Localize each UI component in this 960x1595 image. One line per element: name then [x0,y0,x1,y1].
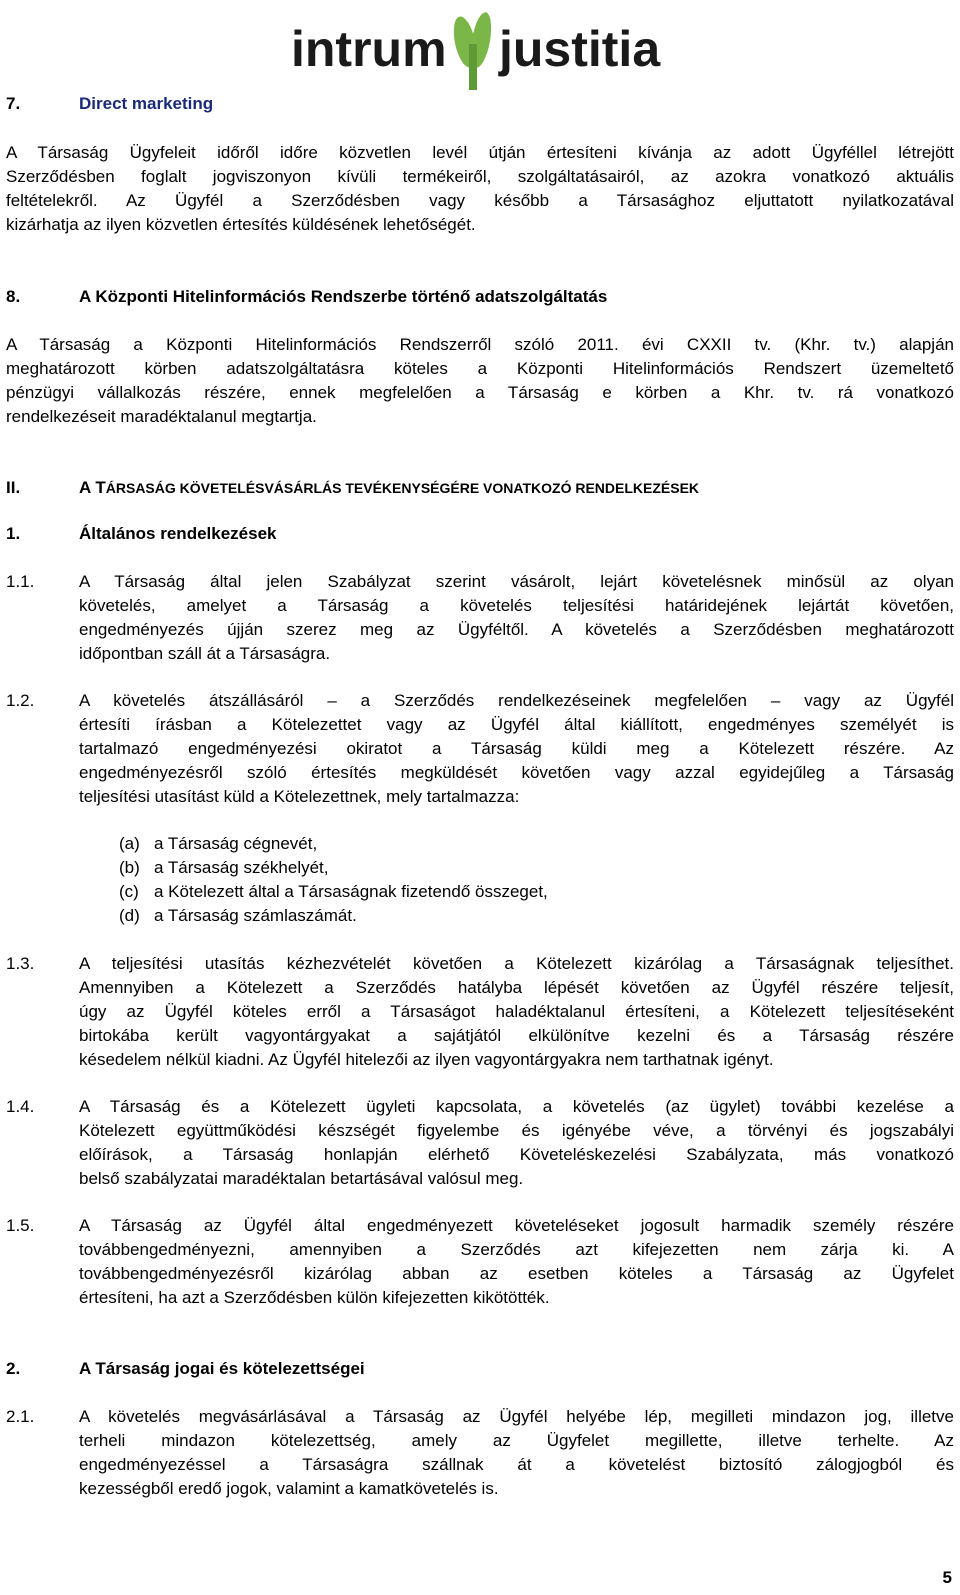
clause-2-1-text [79,1405,954,1501]
paragraph-line: Kötelezett együttműködési készségét figyelembe és igényébe véve, a törvényi és jogszabályi [79,1121,954,1140]
paragraph-line: teljesítési utasítást küld a Kötelezettnek, mely tartalmazza: [79,787,520,806]
list-item-label: (a) [119,834,140,853]
paragraph-line: A Társaság által jelen Szabályzat szerint vásárolt, lejárt követelésnek minősül az olyan [79,572,954,591]
part-II-heading-initial: A T [79,478,106,497]
paragraph-line: birtokába került vagyontárgyakat a sajátjától elkülönítve kezelni és a Társaság részére [79,1026,954,1045]
clause-2-1-number: 2.1. [6,1407,35,1426]
paragraph-line: terheli mindazon kötelezettség, amely az Ügyfelet megillette, illetve terhelte. Az [79,1431,954,1450]
section-7-paragraph [6,141,954,237]
paragraph-line: A követelés átszállásáról – a Szerződés rendelkezéseinek megfelelően – vagy az Ügyfél [79,691,954,710]
paragraph-line: Szerződésben foglalt jogviszonyon kívüli termékeiről, szolgáltatásairól, az azokra vonatkozó aktuális [6,167,954,186]
paragraph-line: A teljesítési utasítás kézhezvételét követően a Kötelezett kizárólag a Társaságnak teljesíthet. [79,954,954,973]
paragraph-line: tartalmazó engedményezési okiratot a Társaság küldi meg a Kötelezett részére. Az [79,739,954,758]
section-7-heading: Direct marketing [79,94,214,113]
paragraph-line: továbbengedményezni, amennyiben a Szerződés azt kifejezetten nem zárja ki. A [79,1240,954,1259]
paragraph-line: A Társaság a Központi Hitelinformációs Rendszerről szóló 2011. évi CXXII tv. (Khr. tv.) alapján [6,335,954,354]
clause-1-4-text [79,1095,954,1191]
paragraph-line: belső szabályzatai maradéktalan betartásával valósul meg. [79,1169,524,1188]
logo-graphic [291,4,671,94]
section-1-number: 1. [6,524,21,543]
list-item-text: a Társaság cégnevét, [154,834,318,853]
paragraph-line: továbbengedményezésről kizárólag abban az esetben köteles a Társaság az Ügyfelet [79,1264,954,1283]
paragraph-line: úgy az Ügyfél köteles erről a Társaságot haladéktalanul értesíteni, a Kötelezett teljesítéseként [79,1002,954,1021]
clause-1-1-text [79,570,954,666]
section-8-number: 8. [6,287,21,306]
intrum-justitia-logo [291,4,671,94]
list-item-label: (b) [119,858,140,877]
paragraph-line: Amennyiben a Kötelezett a Szerződés hatályba lépését követően az Ügyfél részére teljesít, [79,978,954,997]
logo-text-left: intrum [291,21,447,77]
paragraph-line: engedményezésről szóló értesítés megküldését követően vagy azzal egyidejűleg a Társaság [79,763,954,782]
paragraph-line: A Társaság és a Kötelezett ügyleti kapcsolata, a követelés (az ügylet) további kezelése a [79,1097,954,1116]
paragraph-line: A Társaság Ügyfeleit időről időre közvetlen levél útján értesíteni kívánja az adott Ügyféllel létrejött [6,143,954,162]
clause-1-1-number: 1.1. [6,572,35,591]
section-2-heading: A Társaság jogai és kötelezettségei [79,1359,365,1378]
paragraph-line: A követelés megvásárlásával a Társaság az Ügyfél helyébe lép, megilleti mindazon jog, illetve [79,1407,954,1426]
paragraph-line: meghatározott körben adatszolgáltatásra köteles a Központi Hitelinformációs Rendszert üzemeltető [6,359,954,378]
list-item [119,904,357,928]
logo-text-right: justitia [499,21,661,77]
paragraph-line: kezességből eredő jogok, valamint a kamatkövetelés is. [79,1479,499,1498]
paragraph-line: engedményezés újján szerez meg az Ügyféltől. A követelés a Szerződésben meghatározott [79,620,954,639]
clause-1-5-number: 1.5. [6,1216,35,1235]
logo-leaf-icon [450,11,495,90]
section-7-number: 7. [6,94,21,113]
list-item-text: a Kötelezett által a Társaságnak fizetendő összeget, [154,882,548,901]
paragraph-line: értesíti írásban a Kötelezettet vagy az Ügyfél által kiállított, engedményes személyét is [79,715,954,734]
paragraph-line: követelés, amelyet a Társaság a követelés teljesítési határidejének lejártát követően, [79,596,954,615]
list-item-label: (c) [119,882,139,901]
clause-1-4-number: 1.4. [6,1097,35,1116]
part-II-heading-rest: ÁRSASÁG KÖVETELÉSVÁSÁRLÁS TEVÉKENYSÉGÉRE VONATKOZÓ RENDELKEZÉSEK [105,480,700,496]
clause-1-5-text [79,1214,954,1310]
paragraph-line: időpontban száll át a Társaságra. [79,644,331,663]
paragraph-line: rendelkezéseit maradéktalanul megtartja. [6,407,317,426]
section-2-number: 2. [6,1359,21,1378]
clause-1-2-number: 1.2. [6,691,35,710]
paragraph-line: feltételekről. Az Ügyfél a Szerződésben vagy később a Társasághoz eljuttatott nyilatkozatával [6,191,954,210]
paragraph-line: előírások, a Társaság honlapján elérhető Követeléskezelési Szabályzata, más vonatkozó [79,1145,954,1164]
part-II-heading [79,476,954,500]
paragraph-line: értesíteni, ha azt a Szerződésben külön kifejezetten kikötötték. [79,1288,550,1307]
list-item [119,880,548,904]
section-8-paragraph [6,333,954,429]
section-1-heading: Általános rendelkezések [79,524,277,543]
clause-1-3-number: 1.3. [6,954,35,973]
list-item-text: a Társaság számlaszámát. [154,906,357,925]
clause-1-3-text [79,952,954,1072]
list-item [119,856,329,880]
paragraph-line: pénzügyi vállalkozás részére, ennek megfelelően a Társaság e körben a Khr. tv. rá vonatkozó [6,383,954,402]
section-8-heading: A Központi Hitelinformációs Rendszerbe történő adatszolgáltatás [79,287,608,306]
page-number: 5 [942,1568,952,1587]
paragraph-line: késedelem nélkül kiadni. Az Ügyfél hitelezői az ilyen vagyontárgyakra nem tarthatnak igényt. [79,1050,774,1069]
clause-1-2-text [79,689,954,809]
paragraph-line: A Társaság az Ügyfél által engedményezett követeléseket jogosult harmadik személy részére [79,1216,954,1235]
part-II-number: II. [6,478,21,497]
paragraph-line: engedményezéssel a Társaságra szállnak át a követelést biztosító zálogjogból és [79,1455,954,1474]
list-item [119,832,317,856]
paragraph-line: kizárhatja az ilyen közvetlen értesítés küldésének lehetőségét. [6,215,476,234]
list-item-text: a Társaság székhelyét, [154,858,329,877]
list-item-label: (d) [119,906,140,925]
